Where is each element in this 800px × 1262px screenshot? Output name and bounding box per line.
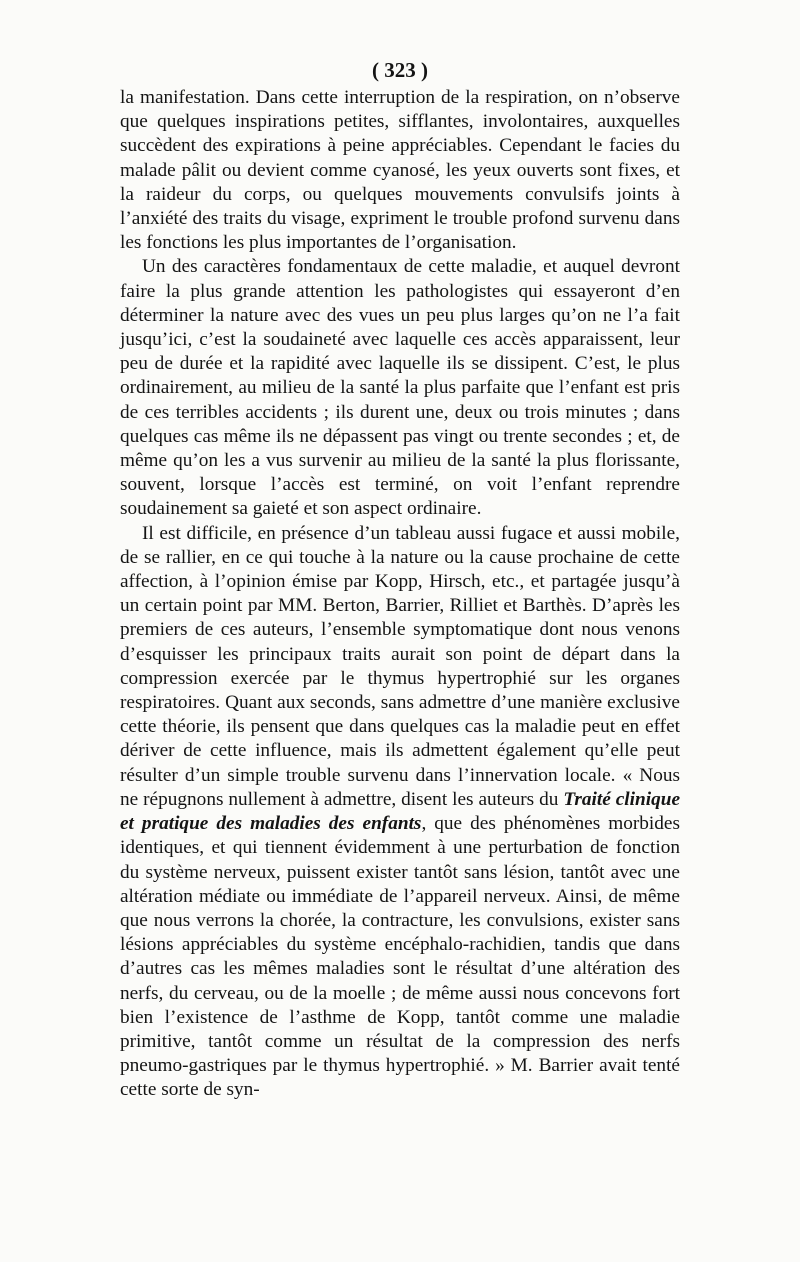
paragraph-1-text: la manifestation. Dans cette interruption de la respiration, on n’observe que quelques inspirations petites, sifflantes, involontaires, auxquelles succèdent des expirations à peine appréciables. Cependant le facies du malade pâlit ou devient comme cyanosé, les yeux ouverts sont fixes, et la raideur du corps, ou quelques mouvements convulsifs joints à l’anxiété des traits du visage, expriment le trouble profond survenu dans les fonctions les plus importantes de l’organisation. xyxy=(120,87,680,254)
page-number: ( 323 ) xyxy=(372,58,428,82)
book-title-reference: Traité clinique et pratique des maladies des enfants xyxy=(120,788,680,835)
paragraph-3-text-b: , que des phénomènes morbides identiques, et qui tiennent évidemment à une perturbation de fonction du système nerveux, puissent exister tantôt sans lésion, tantôt avec une altération médiate ou immédiate de l’appareil nerveux. Ainsi, de même que nous verrons la chorée, la contracture, les convulsions, exister sans lésions appréciables du système encéphalo-rachidien, tandis que dans d’autres cas les mêmes maladies sont le résultat d’une altération des nerfs, du cerveau, ou de la moelle ; de même aussi nous concevons fort bien l’existence de l’asthme de Kopp, tantôt comme une maladie primitive, tantôt comme un résultat de la compression des nerfs pneumo-gastriques par le thymus hypertrophié. » M. Barrier avait tenté cette sorte de syn- xyxy=(120,813,680,1101)
paragraph-3-text-a: Il est difficile, en présence d’un tableau aussi fugace et aussi mobile, de se rallier, en ce qui touche à la nature ou la cause prochaine de cette affection, à l’opinion émise par Kopp, Hirsch, etc., et partagée jusqu’à un certain point par MM. Berton, Barrier, Rilliet et Barthès. D’après les premiers de ces auteurs, l’ensemble symptomatique dont nous venons d’esquisser les principaux traits aurait son point de départ dans la compression exercée par le thymus hypertrophié sur les organes respiratoires. Quant aux seconds, sans admettre d’une manière exclusive cette théorie, ils pensent que dans quelques cas la maladie peut en effet dériver de cette influence, mais ils admettent également qu’elle peut résulter d’un simple trouble survenu dans l’innervation locale. « Nous ne répugnons nullement à admettre, disent les auteurs du xyxy=(120,522,680,810)
paragraph-3 xyxy=(120,522,680,1103)
paragraph-1 xyxy=(120,86,680,255)
paragraph-2 xyxy=(120,255,680,521)
paragraph-2-text: Un des caractères fondamentaux de cette maladie, et auquel devront faire la plus grande attention les pathologistes qui essayeront d’en déterminer la nature avec des vues un peu plus larges qu’on ne l’a fait jusqu’ici, c’est la soudaineté avec laquelle ces accès apparaissent, leur peu de durée et la rapidité avec laquelle ils se dissipent. C’est, le plus ordinairement, au milieu de la santé la plus parfaite que l’enfant est pris de ces terribles accidents ; ils durent une, deux ou trois minutes ; dans quelques cas même ils ne dépassent pas vingt ou trente secondes ; et, de même qu’on les a vus survenir au milieu de la santé la plus florissante, souvent, lorsque l’accès est terminé, on voit l’enfant reprendre soudainement sa gaieté et son aspect ordinaire. xyxy=(120,256,680,520)
body-text xyxy=(120,86,680,1103)
